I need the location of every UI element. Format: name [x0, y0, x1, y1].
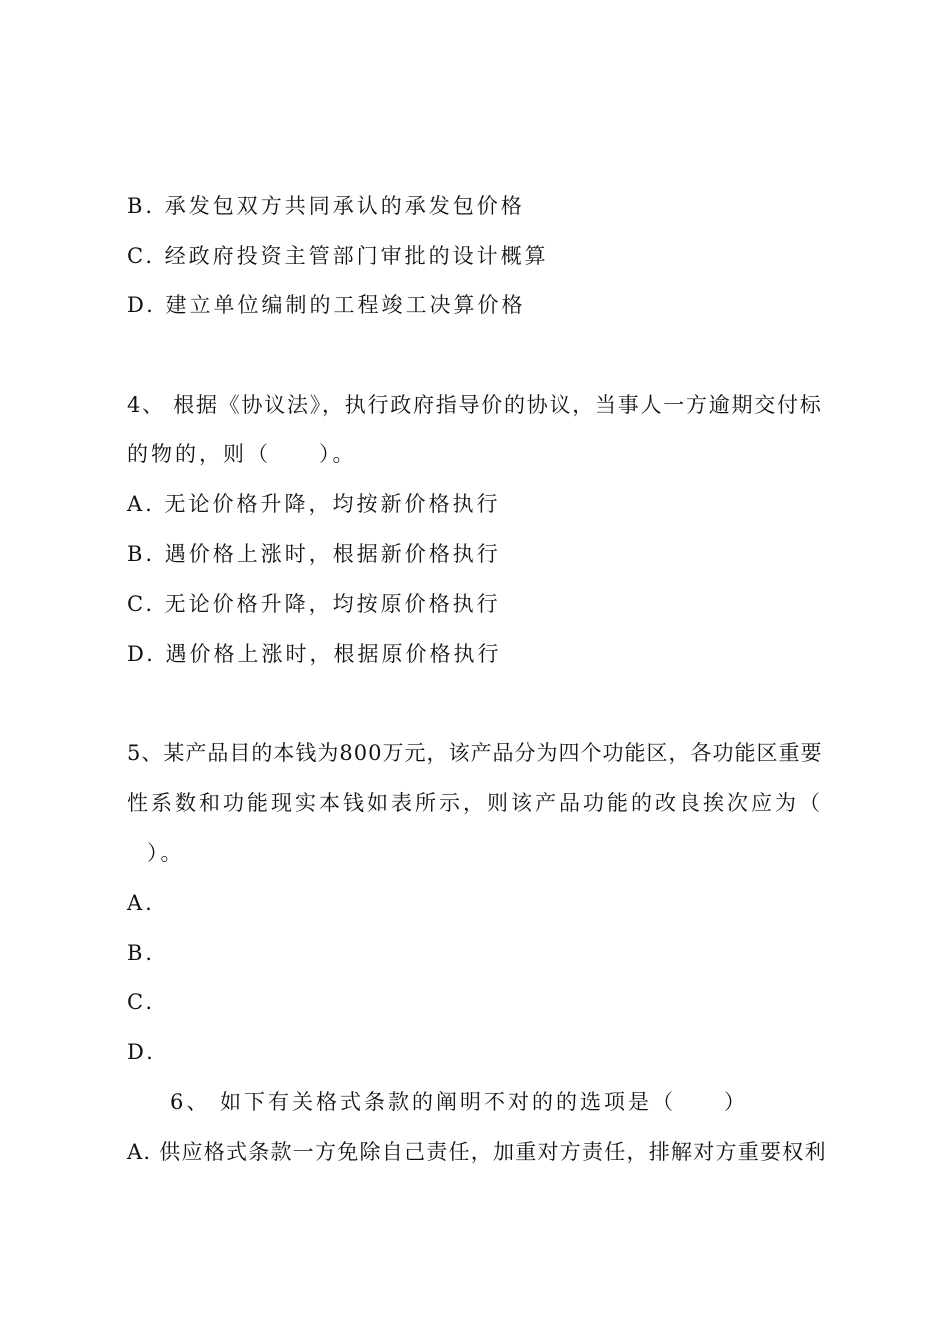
q3-option-c: C. 经政府投资主管部门审批的设计概算 [127, 244, 549, 268]
q5-stem-line1: 5、某产品目的本钱为800万元，该产品分为四个功能区，各功能区重要 [127, 741, 823, 765]
q6-option-a: A. 供应格式条款一方免除自己责任，加重对方责任，排解对方重要权利 [127, 1140, 827, 1164]
q4-stem-line2: 的物的，则（ ）。 [127, 442, 357, 466]
q5-stem-line2: 性系数和功能现实本钱如表所示，则该产品功能的改良挨次应为（ [127, 791, 823, 815]
q3-option-b: B. 承发包双方共同承认的承发包价格 [127, 194, 525, 218]
q3-option-d: D. 建立单位编制的工程竣工决算价格 [127, 293, 526, 317]
q5-option-a: A. [127, 891, 155, 915]
q5-stem-line3: ）。 [147, 841, 185, 865]
q5-option-b: B. [127, 941, 156, 965]
q4-option-b: B. 遇价格上涨时，根据新价格执行 [127, 542, 501, 566]
q4-option-d: D. 遇价格上涨时，根据原价格执行 [127, 642, 502, 666]
q5-option-c: C. [127, 990, 155, 1014]
q5-option-d: D. [127, 1040, 156, 1064]
q4-stem-line1: 4、 根据《协议法》，执行政府指导价的协议，当事人一方逾期交付标 [127, 393, 823, 417]
q4-option-c: C. 无论价格升降，均按原价格执行 [127, 592, 501, 616]
q6-stem: 6、 如下有关格式条款的阐明不对的的选项是（ ） [170, 1090, 749, 1114]
q4-option-a: A. 无论价格升降，均按新价格执行 [127, 492, 501, 516]
